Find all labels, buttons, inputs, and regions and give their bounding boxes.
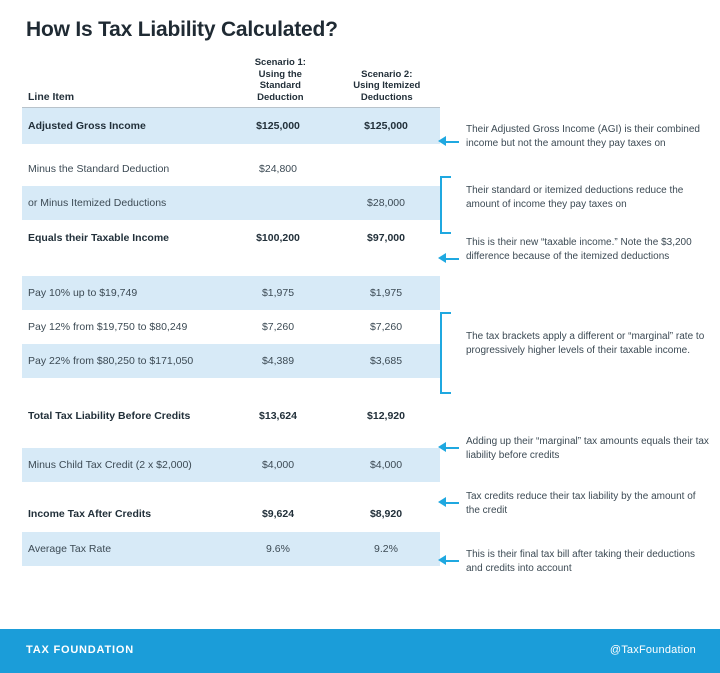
- header-scenario-2-line-3: Deductions: [360, 91, 413, 103]
- table-row: [22, 152, 440, 186]
- row-label: Equals their Taxable Income: [28, 232, 170, 244]
- table-row: [22, 532, 440, 566]
- row-scenario1-value: $13,624: [259, 410, 297, 422]
- table-row: [22, 344, 440, 378]
- arrow-icon-agi: [438, 136, 460, 147]
- table-header-row: [22, 57, 440, 108]
- note-credits: Tax credits reduce their tax liability by the amount of the credit: [466, 491, 696, 516]
- row-gap: [22, 256, 440, 276]
- row-label: Adjusted Gross Income: [28, 120, 146, 132]
- row-scenario2-value: 9.2%: [374, 543, 398, 555]
- row-label: Pay 12% from $19,750 to $80,249: [28, 321, 188, 333]
- row-scenario2-value: $97,000: [367, 232, 405, 244]
- note-total-liability: Adding up their “marginal” tax amounts equals their tax liability before credits: [466, 436, 709, 461]
- row-scenario1-value: $9,624: [261, 508, 295, 520]
- page-title: How Is Tax Liability Calculated?: [26, 18, 338, 41]
- row-label: Minus the Standard Deduction: [28, 163, 170, 175]
- arrow-icon-total-liability: [438, 442, 460, 453]
- table-row: [22, 310, 440, 344]
- row-gap: [22, 434, 440, 448]
- table-row: [22, 186, 440, 220]
- row-scenario1-value: $125,000: [256, 120, 300, 132]
- row-label: Income Tax After Credits: [28, 508, 152, 520]
- note-tax-brackets: The tax brackets apply a different or “marginal” rate to progressively higher levels of their taxable income.: [466, 331, 705, 356]
- row-label: Pay 22% from $80,250 to $171,050: [28, 355, 194, 367]
- bracket-deductions: [440, 176, 451, 234]
- row-label: Total Tax Liability Before Credits: [28, 410, 191, 422]
- header-scenario-1-line-2: Using the: [258, 68, 302, 80]
- row-label: or Minus Itemized Deductions: [28, 197, 167, 209]
- footer-social-handle[interactable]: @TaxFoundation: [609, 644, 696, 656]
- row-scenario2-value: $1,975: [369, 287, 403, 299]
- row-scenario2-value: $28,000: [367, 197, 405, 209]
- arrow-icon-final-tax: [438, 555, 460, 566]
- footer-bar: [0, 629, 720, 673]
- header-scenario-2-line-2: Using Itemized: [353, 80, 421, 91]
- row-scenario1-value: 9.6%: [266, 543, 290, 555]
- row-gap: [22, 482, 440, 496]
- header-line-item: Line Item: [28, 91, 75, 103]
- note-final-tax: This is their final tax bill after taking their deductions and credits into account: [466, 549, 695, 574]
- footer-brand: TAX FOUNDATION: [26, 644, 134, 656]
- row-scenario2-value: $4,000: [369, 459, 403, 471]
- bracket-tax-brackets: [440, 312, 451, 394]
- row-scenario1-value: $4,000: [261, 459, 295, 471]
- row-scenario1-value: $1,975: [261, 287, 295, 299]
- table-row: [22, 276, 440, 310]
- note-taxable-income: This is their new “taxable income.” Note the $3,200 difference because of the itemized deductions: [466, 237, 692, 262]
- table-row: [22, 108, 440, 144]
- row-scenario1-value: $7,260: [261, 321, 295, 333]
- header-scenario-1: [227, 57, 333, 104]
- row-gap: [22, 378, 440, 398]
- row-scenario2-value: $7,260: [369, 321, 403, 333]
- row-scenario2-value: $125,000: [364, 120, 408, 132]
- table-row: [22, 496, 440, 532]
- arrow-icon-taxable-income: [438, 253, 460, 264]
- row-gap: [22, 144, 440, 152]
- row-scenario1-value: $100,200: [256, 232, 300, 244]
- header-scenario-1-line-4: Deduction: [257, 91, 304, 103]
- row-scenario1-value: $4,389: [261, 355, 295, 367]
- table-row: [22, 398, 440, 434]
- header-scenario-1-line-1: Scenario 1:: [254, 57, 306, 68]
- table-row: [22, 448, 440, 482]
- header-scenario-2-line-1: Scenario 2:: [361, 68, 413, 80]
- arrow-icon-credits: [438, 497, 460, 508]
- table-row: [22, 220, 440, 256]
- row-label: Average Tax Rate: [28, 543, 112, 555]
- row-label: Minus Child Tax Credit (2 x $2,000): [28, 459, 192, 471]
- header-scenario-2: [334, 69, 440, 105]
- tax-table: [22, 57, 440, 566]
- row-scenario1-value: $24,800: [259, 163, 297, 175]
- row-scenario2-value: $12,920: [367, 410, 405, 422]
- note-deductions: Their standard or itemized deductions reduce the amount of income they pay taxes on: [466, 185, 684, 210]
- row-scenario2-value: $3,685: [369, 355, 403, 367]
- header-scenario-1-line-3: Standard: [259, 80, 301, 91]
- row-scenario2-value: $8,920: [369, 508, 403, 520]
- row-label: Pay 10% up to $19,749: [28, 287, 138, 299]
- note-agi: Their Adjusted Gross Income (AGI) is their combined income but not the amount they pay taxes on: [466, 124, 700, 149]
